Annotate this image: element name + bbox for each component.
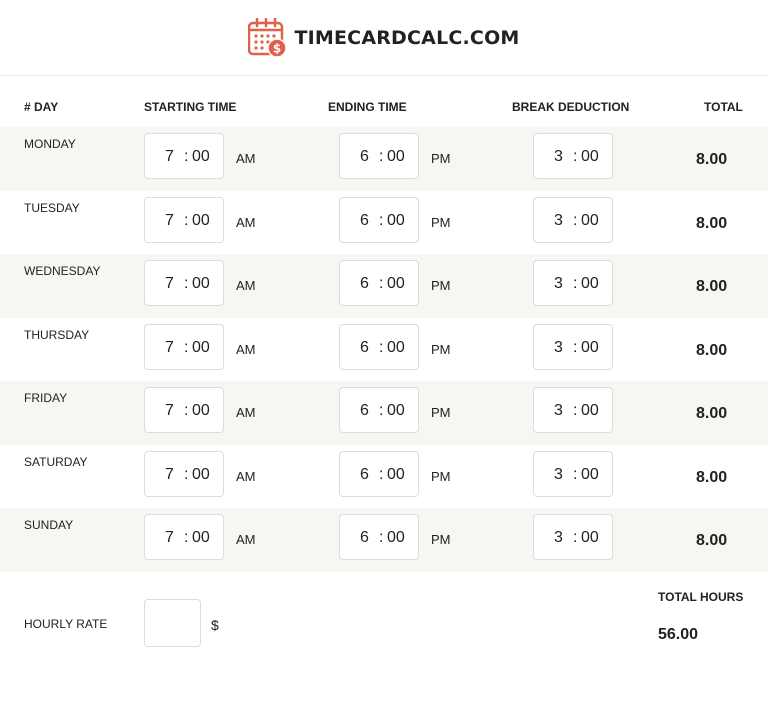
break-minute[interactable]: 00	[581, 402, 599, 419]
time-colon: :	[184, 465, 189, 483]
end-hour[interactable]: 6	[360, 465, 369, 483]
col-end: ENDING TIME	[328, 100, 407, 114]
break-hour[interactable]: 3	[554, 275, 563, 292]
time-colon: :	[573, 211, 578, 229]
time-colon: :	[379, 148, 384, 165]
end-minute[interactable]: 00	[387, 211, 405, 229]
row-total: 8.00	[696, 151, 728, 168]
end-minute[interactable]: 00	[387, 148, 405, 165]
end-time-input[interactable]	[339, 133, 419, 179]
break-hour[interactable]: 3	[554, 211, 563, 229]
time-colon: :	[379, 338, 384, 356]
end-period[interactable]: PM	[431, 278, 451, 293]
day-label: SATURDAY	[24, 454, 88, 469]
end-minute[interactable]: 00	[387, 338, 405, 356]
time-colon: :	[379, 402, 384, 419]
end-time-input[interactable]	[339, 324, 419, 370]
time-colon: :	[379, 211, 384, 229]
brand-name: TIMECARDCALC.COM	[294, 26, 520, 49]
break-input[interactable]	[533, 324, 613, 370]
summary-footer	[0, 572, 768, 722]
end-period[interactable]: PM	[431, 151, 451, 166]
end-period[interactable]: PM	[431, 532, 451, 547]
end-time-input[interactable]	[339, 387, 419, 433]
day-label: THURSDAY	[24, 327, 90, 342]
end-period[interactable]: PM	[431, 405, 451, 420]
table-row	[0, 127, 768, 191]
start-minute[interactable]: 00	[192, 529, 210, 546]
break-minute[interactable]: 00	[581, 529, 599, 546]
start-period[interactable]: AM	[236, 151, 256, 166]
col-start: STARTING TIME	[144, 100, 237, 114]
table-row	[0, 318, 768, 382]
time-colon: :	[184, 529, 189, 546]
start-time-input[interactable]	[144, 324, 224, 370]
table-row	[0, 381, 768, 445]
start-period[interactable]: AM	[236, 532, 256, 547]
start-hour[interactable]: 7	[165, 465, 174, 483]
break-minute[interactable]: 00	[581, 465, 599, 483]
break-minute[interactable]: 00	[581, 275, 599, 292]
column-headers	[0, 76, 768, 127]
break-hour[interactable]: 3	[554, 529, 563, 546]
end-hour[interactable]: 6	[360, 529, 369, 546]
table-row	[0, 508, 768, 572]
row-total: 8.00	[696, 532, 728, 549]
start-minute[interactable]: 00	[192, 211, 210, 229]
start-hour[interactable]: 7	[165, 148, 174, 165]
time-colon: :	[184, 338, 189, 356]
table-row	[0, 191, 768, 255]
break-hour[interactable]: 3	[554, 338, 563, 356]
end-time-input[interactable]	[339, 451, 419, 497]
end-minute[interactable]: 00	[387, 529, 405, 546]
end-time-input[interactable]	[339, 197, 419, 243]
end-period[interactable]: PM	[431, 214, 451, 230]
col-day: # DAY	[24, 100, 59, 114]
row-total: 8.00	[696, 278, 728, 295]
end-period[interactable]: PM	[431, 468, 451, 484]
start-time-input[interactable]	[144, 133, 224, 179]
time-colon: :	[573, 529, 578, 546]
start-time-input[interactable]	[144, 514, 224, 560]
brand-logo[interactable]	[248, 18, 519, 58]
day-label: FRIDAY	[24, 391, 68, 405]
start-minute[interactable]: 00	[192, 402, 210, 419]
time-colon: :	[184, 211, 189, 229]
time-colon: :	[573, 402, 578, 419]
break-minute[interactable]: 00	[581, 211, 599, 229]
end-minute[interactable]: 00	[387, 402, 405, 419]
day-label: WEDNESDAY	[24, 264, 101, 278]
start-hour[interactable]: 7	[165, 211, 174, 229]
end-time-input[interactable]	[339, 260, 419, 306]
break-hour[interactable]: 3	[554, 465, 563, 483]
start-hour[interactable]: 7	[165, 338, 174, 356]
time-colon: :	[184, 148, 189, 165]
break-input[interactable]	[533, 133, 613, 179]
end-minute[interactable]: 00	[387, 275, 405, 292]
start-hour[interactable]: 7	[165, 529, 174, 546]
start-minute[interactable]: 00	[192, 275, 210, 292]
end-hour[interactable]: 6	[360, 402, 369, 419]
total-hours-label: TOTAL HOURS	[658, 589, 744, 604]
start-period[interactable]: AM	[236, 341, 256, 357]
row-total: 8.00	[696, 214, 728, 232]
break-minute[interactable]: 00	[581, 148, 599, 165]
break-input[interactable]	[533, 260, 613, 306]
end-hour[interactable]: 6	[360, 148, 369, 165]
day-label: SUNDAY	[24, 518, 74, 532]
start-period[interactable]: AM	[236, 278, 256, 293]
time-colon: :	[379, 465, 384, 483]
row-total: 8.00	[696, 468, 728, 486]
table-row	[0, 254, 768, 318]
break-hour[interactable]: 3	[554, 402, 563, 419]
break-hour[interactable]: 3	[554, 148, 563, 165]
time-colon: :	[573, 465, 578, 483]
hourly-rate-input[interactable]	[144, 599, 201, 647]
day-label: TUESDAY	[24, 200, 80, 215]
end-time-input[interactable]	[339, 514, 419, 560]
end-minute[interactable]: 00	[387, 465, 405, 483]
time-colon: :	[379, 275, 384, 292]
start-minute[interactable]: 00	[192, 148, 210, 165]
start-minute[interactable]: 00	[192, 465, 210, 483]
start-period[interactable]: AM	[236, 405, 256, 420]
start-time-input[interactable]	[144, 197, 224, 243]
day-label: MONDAY	[24, 137, 76, 151]
hourly-rate-label: HOURLY RATE	[24, 616, 108, 631]
start-time-input[interactable]	[144, 387, 224, 433]
end-hour[interactable]: 6	[360, 338, 369, 356]
site-header	[0, 0, 768, 76]
table-row	[0, 445, 768, 509]
start-minute[interactable]: 00	[192, 338, 210, 356]
col-total: TOTAL	[704, 100, 743, 114]
timecard-rows	[0, 127, 768, 572]
break-input[interactable]	[533, 387, 613, 433]
start-period[interactable]: AM	[236, 214, 256, 230]
end-period[interactable]: PM	[431, 341, 451, 357]
time-colon: :	[573, 338, 578, 356]
time-colon: :	[573, 148, 578, 165]
time-colon: :	[184, 402, 189, 419]
start-hour[interactable]: 7	[165, 402, 174, 419]
break-input[interactable]	[533, 514, 613, 560]
row-total: 8.00	[696, 405, 728, 422]
time-colon: :	[184, 275, 189, 292]
start-period[interactable]: AM	[236, 468, 256, 484]
time-colon: :	[573, 275, 578, 292]
time-colon: :	[379, 529, 384, 546]
end-hour[interactable]: 6	[360, 211, 369, 229]
break-input[interactable]	[533, 197, 613, 243]
currency-symbol: $	[211, 616, 219, 633]
start-time-input[interactable]	[144, 451, 224, 497]
row-total: 8.00	[696, 341, 728, 359]
col-break: BREAK DEDUCTION	[512, 100, 630, 114]
break-input[interactable]	[533, 451, 613, 497]
start-time-input[interactable]	[144, 260, 224, 306]
end-hour[interactable]: 6	[360, 275, 369, 292]
break-minute[interactable]: 00	[581, 338, 599, 356]
start-hour[interactable]: 7	[165, 275, 174, 292]
calendar-dollar-icon	[248, 18, 286, 58]
svg-text:$: $	[273, 41, 282, 55]
total-hours-value: 56.00	[658, 625, 699, 643]
